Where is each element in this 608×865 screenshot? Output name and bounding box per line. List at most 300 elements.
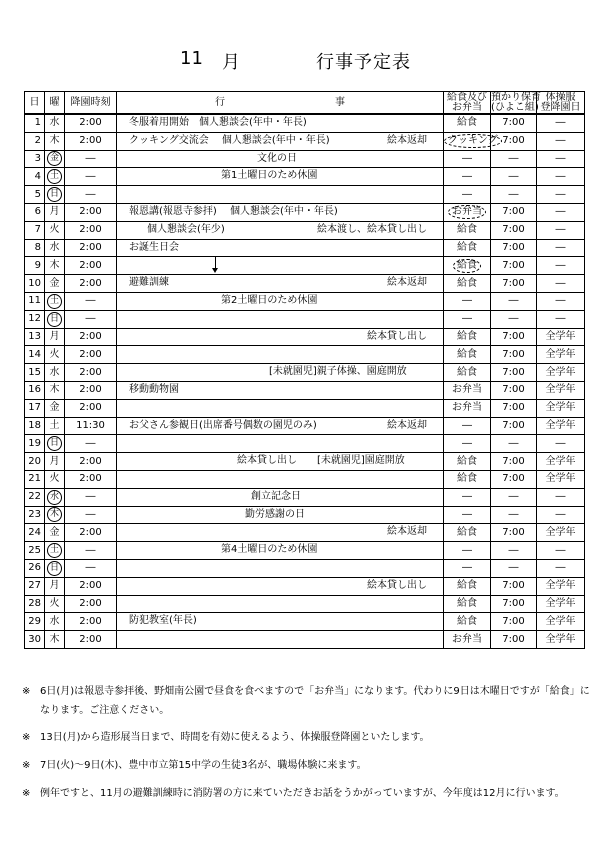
col-gym-line1: 体操服 — [545, 91, 576, 103]
day-cell: 30 — [25, 631, 45, 649]
meal-cell: 給食 — [444, 453, 491, 471]
note-text: 13日(月)から造形展当日まで、時間を有効に使えるよう、体操服登降園といたします。 — [40, 732, 430, 743]
day-cell: 6 — [25, 203, 45, 221]
holiday-weekday: 水 — [47, 490, 62, 505]
gym-cell: 全学年 — [537, 453, 585, 471]
table-row — [25, 328, 585, 346]
note-mark: ※ — [22, 788, 31, 799]
gym-cell: 全学年 — [537, 381, 585, 399]
gym-cell: 全学年 — [537, 399, 585, 417]
holiday-weekday: 土 — [47, 294, 62, 309]
event-text: 絵本貸し出し — [367, 579, 427, 591]
meal-cell: 給食 — [444, 524, 491, 542]
gym-cell: ― — [537, 275, 585, 293]
meal-cell: お弁当 — [444, 631, 491, 649]
time-cell: ― — [65, 488, 117, 506]
time-cell: 2:00 — [65, 381, 117, 399]
time-cell: 2:00 — [65, 595, 117, 613]
event-cell — [117, 221, 444, 239]
event-cell — [117, 488, 444, 506]
weekday-cell — [45, 150, 65, 168]
day-cell: 22 — [25, 488, 45, 506]
time-cell: 2:00 — [65, 275, 117, 293]
event-text: 第2土曜日のため休園 — [221, 294, 318, 306]
time-cell: 2:00 — [65, 346, 117, 364]
day-cell: 23 — [25, 506, 45, 524]
time-cell: 2:00 — [65, 132, 117, 150]
table-row — [25, 310, 585, 328]
note-mark: ※ — [22, 760, 31, 771]
col-care-line1: 預かり保育 — [491, 91, 541, 103]
care-cell: 7:00 — [491, 577, 537, 595]
meal-cell: ― — [444, 435, 491, 453]
weekday-cell: 火 — [45, 221, 65, 239]
weekday-cell — [45, 292, 65, 310]
holiday-weekday: 金 — [47, 151, 62, 166]
time-cell: ― — [65, 559, 117, 577]
event-cell — [117, 203, 444, 221]
gym-cell: 全学年 — [537, 524, 585, 542]
table-row — [25, 381, 585, 399]
weekday-cell: 水 — [45, 114, 65, 132]
note-item — [22, 756, 592, 775]
event-cell — [117, 559, 444, 577]
meal-cell: 給食 — [444, 595, 491, 613]
weekday-cell: 水 — [45, 613, 65, 631]
event-text: 冬服着用開始 個人懇談会(年中・年長) — [129, 117, 307, 128]
time-cell: 2:00 — [65, 470, 117, 488]
meal-cell: 給食 — [444, 114, 491, 132]
gym-cell: ― — [537, 168, 585, 186]
care-cell: 7:00 — [491, 631, 537, 649]
event-text: 絵本貸し出し [未就園児]園庭開放 — [237, 455, 405, 467]
note-item — [22, 682, 592, 720]
meal-cell: 給食 — [444, 221, 491, 239]
day-cell: 14 — [25, 346, 45, 364]
col-care — [491, 91, 541, 115]
meal-cell: お弁当 — [444, 399, 491, 417]
month-unit: 月 — [222, 52, 240, 73]
meal-cell — [444, 203, 491, 221]
table-row — [25, 239, 585, 257]
table-row — [25, 292, 585, 310]
event-cell — [117, 595, 444, 613]
meal-cell — [444, 132, 498, 150]
gym-cell: ― — [537, 114, 585, 132]
weekday-cell: 木 — [45, 132, 65, 150]
page-header — [0, 48, 608, 78]
care-cell: ― — [491, 168, 537, 186]
meal-cell: ― — [444, 292, 491, 310]
event-text: 避難訓練 — [129, 277, 169, 289]
time-cell: 2:00 — [65, 399, 117, 417]
time-cell: ― — [65, 506, 117, 524]
weekday-cell — [45, 310, 65, 328]
event-cell — [117, 399, 444, 417]
event-cell — [117, 417, 444, 435]
time-cell: ― — [65, 292, 117, 310]
weekday-cell: 木 — [45, 257, 65, 275]
care-cell: 7:00 — [491, 595, 537, 613]
event-cell — [117, 292, 444, 310]
table-row — [25, 488, 585, 506]
day-cell: 25 — [25, 542, 45, 560]
time-cell: ― — [65, 310, 117, 328]
care-cell: 7:00 — [491, 275, 537, 293]
col-gym — [537, 92, 585, 115]
care-cell: ― — [491, 435, 537, 453]
weekday-cell — [45, 488, 65, 506]
care-cell: 7:00 — [491, 417, 537, 435]
day-cell: 24 — [25, 524, 45, 542]
day-cell: 13 — [25, 328, 45, 346]
gym-cell: ― — [537, 559, 585, 577]
gym-cell: ― — [537, 221, 585, 239]
weekday-cell: 月 — [45, 203, 65, 221]
weekday-cell: 水 — [45, 239, 65, 257]
table-row — [25, 417, 585, 435]
event-text: クッキング交流会 個人懇談会(年中・年長) — [129, 134, 330, 146]
table-row — [25, 613, 585, 631]
time-cell: ― — [65, 435, 117, 453]
time-cell: ― — [65, 542, 117, 560]
day-cell: 11 — [25, 292, 45, 310]
event-cell — [117, 542, 444, 560]
note-text: 6日(月)は報恩寺参拝後、野畑南公園で昼食を食べますので「お弁当」になります。代わりに9日は木曜日ですが「給食」になります。ご注意ください。 — [40, 686, 590, 716]
day-cell: 3 — [25, 150, 45, 168]
holiday-weekday: 日 — [47, 312, 62, 327]
care-cell: 7:00 — [491, 613, 537, 631]
event-cell — [117, 470, 444, 488]
event-text: お誕生日会 — [129, 241, 179, 253]
meal-cell: 給食 — [444, 239, 491, 257]
day-cell: 9 — [25, 257, 45, 275]
table-row — [25, 399, 585, 417]
note-mark: ※ — [22, 732, 31, 743]
table-row — [25, 221, 585, 239]
gym-cell: 全学年 — [537, 577, 585, 595]
event-text: 絵本貸し出し — [367, 330, 427, 342]
day-cell: 18 — [25, 417, 45, 435]
time-cell: ― — [65, 186, 117, 204]
note-item — [22, 728, 592, 747]
meal-cell: ― — [444, 506, 491, 524]
care-cell: 7:00 — [491, 328, 537, 346]
weekday-cell: 月 — [45, 453, 65, 471]
event-cell — [117, 381, 444, 399]
event-cell — [117, 577, 444, 595]
event-cell — [117, 631, 444, 649]
meal-cell: 給食 — [444, 364, 491, 382]
event-cell — [117, 453, 444, 471]
event-text: 防犯教室(年長) — [129, 615, 197, 627]
weekday-cell: 水 — [45, 364, 65, 382]
event-cell — [117, 435, 444, 453]
meal-cell: ― — [444, 559, 491, 577]
care-cell: 7:00 — [491, 364, 537, 382]
meal-cell: ― — [444, 186, 491, 204]
gym-cell: 全学年 — [537, 328, 585, 346]
care-cell: 7:00 — [491, 470, 537, 488]
care-cell: 7:00 — [491, 453, 537, 471]
gym-cell: 全学年 — [537, 346, 585, 364]
care-cell: 7:00 — [491, 381, 537, 399]
care-cell: 7:00 — [491, 203, 537, 221]
col-day: 日 — [25, 92, 45, 115]
care-cell: 7:00 — [491, 524, 537, 542]
table-row — [25, 506, 585, 524]
time-cell: 2:00 — [65, 453, 117, 471]
gym-cell: ― — [537, 150, 585, 168]
time-cell: 2:00 — [65, 114, 117, 132]
day-cell: 17 — [25, 399, 45, 417]
time-cell: 2:00 — [65, 631, 117, 649]
table-row — [25, 186, 585, 204]
care-cell: 7:00 — [491, 221, 537, 239]
event-text: 創立記念日 — [251, 490, 301, 502]
time-cell: 11:30 — [65, 417, 117, 435]
col-meal-line1: 給食及び — [447, 91, 487, 103]
day-cell: 8 — [25, 239, 45, 257]
weekday-cell: 金 — [45, 399, 65, 417]
gym-cell: ― — [537, 435, 585, 453]
schedule-table — [24, 91, 585, 649]
weekday-cell — [45, 435, 65, 453]
table-row — [25, 435, 585, 453]
table-row — [25, 453, 585, 471]
meal-cell: ― — [444, 150, 491, 168]
table-row — [25, 275, 585, 293]
day-cell: 2 — [25, 132, 45, 150]
table-row — [25, 631, 585, 649]
gym-cell: ― — [537, 506, 585, 524]
event-cell — [117, 257, 444, 275]
event-cell — [117, 364, 444, 382]
weekday-cell — [45, 506, 65, 524]
day-cell: 20 — [25, 453, 45, 471]
event-text: 個人懇談会(年少) — [147, 223, 225, 235]
event-cell — [117, 114, 444, 132]
meal-cell: 給食 — [444, 275, 491, 293]
gym-cell: ― — [537, 257, 585, 275]
weekday-cell: 木 — [45, 381, 65, 399]
event-cell — [117, 524, 444, 542]
col-event — [117, 92, 444, 115]
meal-cell: 給食 — [444, 328, 491, 346]
table-row — [25, 577, 585, 595]
day-cell: 12 — [25, 310, 45, 328]
time-cell: ― — [65, 150, 117, 168]
meal-cell: ― — [444, 488, 491, 506]
event-cell — [117, 239, 444, 257]
gym-cell: 全学年 — [537, 364, 585, 382]
day-cell: 4 — [25, 168, 45, 186]
event-text: 絵本渡し、絵本貸し出し — [317, 223, 427, 235]
day-cell: 19 — [25, 435, 45, 453]
care-cell: ― — [491, 559, 537, 577]
event-text: 絵本返却 — [387, 134, 427, 146]
table-row — [25, 559, 585, 577]
care-cell: 7:00 — [491, 239, 537, 257]
event-text: 第4土曜日のため休園 — [221, 544, 318, 556]
gym-cell: ― — [537, 542, 585, 560]
time-cell: 2:00 — [65, 613, 117, 631]
col-event-b: 事 — [335, 96, 345, 108]
holiday-weekday: 日 — [47, 436, 62, 451]
meal-cell — [444, 257, 491, 275]
day-cell: 10 — [25, 275, 45, 293]
event-text: 報恩講(報恩寺参拝) 個人懇談会(年中・年長) — [129, 205, 338, 217]
care-cell: ― — [491, 542, 537, 560]
table-row — [25, 346, 585, 364]
weekday-cell — [45, 559, 65, 577]
care-cell: ― — [491, 310, 537, 328]
day-cell: 21 — [25, 470, 45, 488]
day-cell: 7 — [25, 221, 45, 239]
care-cell: 7:00 — [491, 257, 537, 275]
event-text: 移動動物園 — [129, 383, 179, 395]
meal-highlight: クッキング — [444, 134, 502, 148]
care-cell: 7:00 — [491, 346, 537, 364]
meal-cell: 給食 — [444, 577, 491, 595]
event-cell — [117, 506, 444, 524]
month-number: 11 — [180, 48, 203, 69]
weekday-cell: 土 — [45, 417, 65, 435]
table-row — [25, 364, 585, 382]
day-cell: 28 — [25, 595, 45, 613]
table-row — [25, 257, 585, 275]
time-cell: 2:00 — [65, 221, 117, 239]
time-cell: ― — [65, 168, 117, 186]
col-meal — [444, 92, 491, 115]
meal-cell: ― — [444, 542, 491, 560]
care-cell: ― — [491, 488, 537, 506]
col-gym-line2: 登降園日 — [540, 101, 581, 113]
note-mark: ※ — [22, 686, 31, 697]
gym-cell: ― — [537, 488, 585, 506]
gym-cell: ― — [537, 292, 585, 310]
care-cell: 7:00 — [491, 399, 537, 417]
table-row — [25, 150, 585, 168]
event-cell — [117, 168, 444, 186]
weekday-cell: 金 — [45, 275, 65, 293]
care-cell: ― — [491, 292, 537, 310]
col-weekday: 曜 — [45, 92, 65, 115]
gym-cell: ― — [537, 310, 585, 328]
event-text: 絵本返却 — [387, 419, 427, 431]
event-cell — [117, 310, 444, 328]
care-cell: ― — [491, 150, 537, 168]
gym-cell: 全学年 — [537, 417, 585, 435]
time-cell: 2:00 — [65, 364, 117, 382]
meal-highlight: お弁当 — [448, 205, 486, 219]
time-cell: 2:00 — [65, 239, 117, 257]
weekday-cell: 木 — [45, 631, 65, 649]
table-row — [25, 595, 585, 613]
event-text: 第1土曜日のため休園 — [221, 170, 318, 182]
page-title: 行事予定表 — [316, 52, 411, 73]
note-item — [22, 784, 592, 803]
day-cell: 29 — [25, 613, 45, 631]
holiday-weekday: 土 — [47, 543, 62, 558]
holiday-weekday: 日 — [47, 561, 62, 576]
gym-cell: ― — [537, 203, 585, 221]
time-cell: 2:00 — [65, 328, 117, 346]
event-text: 絵本返却 — [387, 526, 427, 538]
col-time: 降園時刻 — [65, 92, 117, 115]
meal-cell: 給食 — [444, 346, 491, 364]
meal-cell: ― — [444, 310, 491, 328]
day-cell: 16 — [25, 381, 45, 399]
day-cell: 15 — [25, 364, 45, 382]
time-cell: 2:00 — [65, 203, 117, 221]
day-cell: 1 — [25, 114, 45, 132]
event-text: 文化の日 — [257, 152, 297, 164]
event-text: [未就園児]親子体操、園庭開放 — [269, 366, 407, 378]
weekday-cell — [45, 186, 65, 204]
care-cell: ― — [491, 506, 537, 524]
event-cell — [117, 132, 444, 150]
day-cell: 5 — [25, 186, 45, 204]
care-cell: 7:00 — [491, 132, 537, 150]
table-header-row — [25, 92, 585, 115]
table-row — [25, 168, 585, 186]
meal-highlight: 給食 — [453, 259, 481, 273]
weekday-cell: 火 — [45, 346, 65, 364]
table-row — [25, 542, 585, 560]
weekday-cell — [45, 542, 65, 560]
event-text: 勤労感謝の日 — [245, 508, 305, 520]
time-cell: 2:00 — [65, 524, 117, 542]
col-care-line2: (ひよこ組) — [491, 101, 539, 113]
weekday-cell: 火 — [45, 470, 65, 488]
gym-cell: 全学年 — [537, 631, 585, 649]
holiday-weekday: 木 — [47, 507, 62, 522]
meal-cell: 給食 — [444, 470, 491, 488]
holiday-weekday: 土 — [47, 169, 62, 184]
table-row — [25, 114, 585, 132]
event-text: お父さん参観日(出席番号偶数の園児のみ) — [129, 419, 317, 431]
gym-cell: ― — [537, 239, 585, 257]
time-cell: 2:00 — [65, 257, 117, 275]
event-cell — [117, 150, 444, 168]
time-cell: 2:00 — [65, 577, 117, 595]
day-cell: 26 — [25, 559, 45, 577]
gym-cell: 全学年 — [537, 595, 585, 613]
event-text: 絵本返却 — [387, 277, 427, 289]
gym-cell: 全学年 — [537, 470, 585, 488]
meal-cell: ― — [444, 168, 491, 186]
weekday-cell: 月 — [45, 328, 65, 346]
weekday-cell: 月 — [45, 577, 65, 595]
gym-cell: 全学年 — [537, 613, 585, 631]
gym-cell: ― — [537, 132, 585, 150]
meal-cell: ― — [444, 417, 491, 435]
table-row — [25, 524, 585, 542]
day-cell: 27 — [25, 577, 45, 595]
care-cell: ― — [491, 186, 537, 204]
meal-cell: 給食 — [444, 613, 491, 631]
event-cell — [117, 346, 444, 364]
down-arrow-icon — [215, 257, 216, 270]
col-meal-line2: お弁当 — [452, 101, 482, 113]
table-row — [25, 203, 585, 221]
col-event-a: 行 — [215, 96, 225, 108]
gym-cell: ― — [537, 186, 585, 204]
holiday-weekday: 日 — [47, 187, 62, 202]
weekday-cell — [45, 168, 65, 186]
table-row — [25, 470, 585, 488]
